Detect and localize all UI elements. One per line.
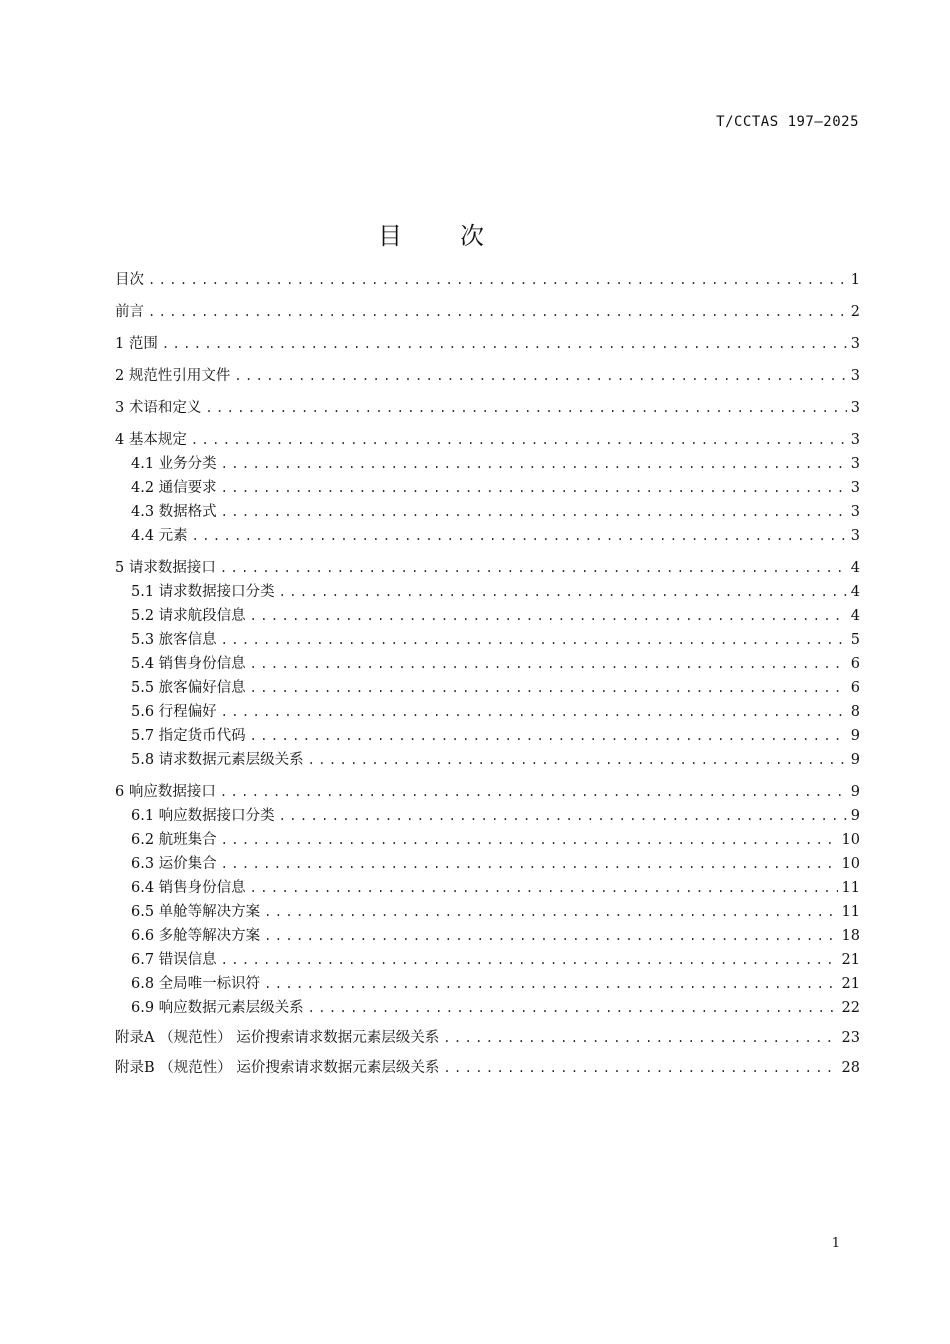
dot-leader — [221, 500, 847, 524]
toc-entry[interactable] — [115, 652, 860, 676]
dot-leader — [221, 628, 847, 652]
toc-entry-label: 6.8 全局唯一标识符 — [131, 976, 261, 992]
toc-entry[interactable] — [115, 268, 860, 292]
toc-entry[interactable] — [115, 1056, 860, 1080]
toc-entry-page: 3 — [850, 456, 860, 472]
toc-entry-label: 6.9 响应数据元素层级关系 — [131, 1000, 304, 1016]
toc-entry-page: 3 — [850, 368, 860, 384]
toc-entry[interactable] — [115, 500, 860, 524]
dot-leader — [220, 780, 847, 804]
dot-leader — [264, 924, 837, 948]
toc-entry[interactable] — [115, 332, 860, 356]
toc-entry-page: 3 — [850, 400, 860, 416]
toc-entry-page: 9 — [850, 808, 860, 824]
toc-entry-label: 5.1 请求数据接口分类 — [131, 584, 275, 600]
toc-entry-label: 4.3 数据格式 — [131, 504, 217, 520]
page-title: 目次 — [378, 222, 542, 251]
toc-entry-page: 11 — [841, 880, 860, 896]
toc-entry-label: 5 请求数据接口 — [115, 560, 216, 576]
dot-leader — [148, 268, 847, 292]
dot-leader — [148, 300, 847, 324]
toc-entry-page: 3 — [850, 336, 860, 352]
toc-entry[interactable] — [115, 364, 860, 388]
toc-entry[interactable] — [115, 852, 860, 876]
toc-entry[interactable] — [115, 972, 860, 996]
dot-leader — [234, 364, 846, 388]
toc-entry-label: 3 术语和定义 — [115, 400, 202, 416]
toc-entry-label: 5.6 行程偏好 — [131, 704, 217, 720]
toc-entry-label: 4 基本规定 — [115, 432, 187, 448]
dot-leader — [192, 524, 847, 548]
toc-entry-page: 1 — [850, 272, 860, 288]
dot-leader — [220, 556, 847, 580]
toc-entry-label: 4.4 元素 — [131, 528, 188, 544]
toc-entry[interactable] — [115, 748, 860, 772]
dot-leader — [250, 676, 847, 700]
toc-entry-label: 6.3 运价集合 — [131, 856, 217, 872]
toc-entry-page: 4 — [850, 584, 860, 600]
toc-entry-page: 11 — [841, 904, 860, 920]
toc-entry[interactable] — [115, 580, 860, 604]
dot-leader — [250, 724, 847, 748]
dot-leader — [264, 900, 837, 924]
toc-entry-label: 5.8 请求数据元素层级关系 — [131, 752, 304, 768]
toc-entry[interactable] — [115, 1026, 860, 1050]
dot-leader — [221, 476, 847, 500]
toc-entry[interactable] — [115, 924, 860, 948]
toc-entry[interactable] — [115, 428, 860, 452]
toc-entry[interactable] — [115, 556, 860, 580]
toc-entry[interactable] — [115, 996, 860, 1020]
toc-entry-page: 8 — [850, 704, 860, 720]
toc-entry-page: 2 — [850, 304, 860, 320]
toc-entry-page: 9 — [850, 752, 860, 768]
toc-entry-page: 3 — [850, 432, 860, 448]
toc-entry[interactable] — [115, 876, 860, 900]
toc-entry-label: 前言 — [115, 304, 144, 320]
toc-entry[interactable] — [115, 700, 860, 724]
toc-entry-label: 5.7 指定货币代码 — [131, 728, 246, 744]
table-of-contents — [115, 268, 860, 1080]
toc-entry-label: 4.1 业务分类 — [131, 456, 217, 472]
dot-leader — [308, 748, 847, 772]
dot-leader — [308, 996, 838, 1020]
toc-entry-page: 28 — [841, 1060, 860, 1076]
toc-entry[interactable] — [115, 724, 860, 748]
toc-entry-label: 6.4 销售身份信息 — [131, 880, 246, 896]
dot-leader — [221, 452, 847, 476]
toc-entry-page: 3 — [850, 528, 860, 544]
toc-entry[interactable] — [115, 300, 860, 324]
page-number: 1 — [831, 1236, 840, 1251]
toc-entry-page: 10 — [841, 856, 860, 872]
toc-entry-page: 23 — [841, 1030, 860, 1046]
toc-entry[interactable] — [115, 476, 860, 500]
toc-entry-page: 6 — [850, 680, 860, 696]
toc-entry[interactable] — [115, 676, 860, 700]
toc-entry-label: 6.7 错误信息 — [131, 952, 217, 968]
standard-number: T/CCTAS 197—2025 — [716, 114, 859, 130]
dot-leader — [221, 948, 838, 972]
toc-entry-page: 4 — [850, 560, 860, 576]
toc-entry-label: 2 规范性引用文件 — [115, 368, 231, 384]
dot-leader — [221, 852, 838, 876]
toc-entry-label: 6.5 单舱等解决方案 — [131, 904, 261, 920]
toc-entry-page: 22 — [841, 1000, 860, 1016]
toc-entry-page: 4 — [850, 608, 860, 624]
toc-entry-label: 5.5 旅客偏好信息 — [131, 680, 246, 696]
toc-entry-label: 附录A （规范性） 运价搜索请求数据元素层级关系 — [115, 1030, 440, 1046]
toc-entry-page: 3 — [850, 504, 860, 520]
toc-entry-label: 6 响应数据接口 — [115, 784, 216, 800]
toc-entry-label: 5.4 销售身份信息 — [131, 656, 246, 672]
dot-leader — [221, 700, 847, 724]
dot-leader — [279, 580, 847, 604]
toc-entry[interactable] — [115, 628, 860, 652]
toc-entry-page: 9 — [850, 728, 860, 744]
toc-entry[interactable] — [115, 604, 860, 628]
dot-leader — [443, 1056, 837, 1080]
dot-leader — [279, 804, 847, 828]
dot-leader — [250, 604, 847, 628]
toc-entry-label: 5.2 请求航段信息 — [131, 608, 246, 624]
toc-entry-label: 6.6 多舱等解决方案 — [131, 928, 261, 944]
toc-entry[interactable] — [115, 452, 860, 476]
toc-entry-page: 10 — [841, 832, 860, 848]
dot-leader — [264, 972, 837, 996]
toc-entry-label: 5.3 旅客信息 — [131, 632, 217, 648]
toc-entry[interactable] — [115, 900, 860, 924]
toc-entry[interactable] — [115, 804, 860, 828]
dot-leader — [221, 828, 838, 852]
toc-entry-page: 18 — [841, 928, 860, 944]
toc-entry-label: 1 范围 — [115, 336, 158, 352]
toc-entry-page: 21 — [841, 952, 860, 968]
toc-entry[interactable] — [115, 948, 860, 972]
dot-leader — [250, 652, 847, 676]
toc-entry-label: 6.1 响应数据接口分类 — [131, 808, 275, 824]
dot-leader — [205, 396, 846, 420]
toc-entry-page: 9 — [850, 784, 860, 800]
toc-entry-label: 附录B （规范性） 运价搜索请求数据元素层级关系 — [115, 1060, 440, 1076]
toc-entry-label: 4.2 通信要求 — [131, 480, 217, 496]
toc-entry-page: 3 — [850, 480, 860, 496]
toc-entry-page: 21 — [841, 976, 860, 992]
dot-leader — [443, 1026, 837, 1050]
toc-entry[interactable] — [115, 780, 860, 804]
dot-leader — [162, 332, 847, 356]
dot-leader — [191, 428, 847, 452]
toc-entry-label: 目次 — [115, 272, 144, 288]
toc-entry[interactable] — [115, 524, 860, 548]
toc-entry[interactable] — [115, 396, 860, 420]
toc-entry-label: 6.2 航班集合 — [131, 832, 217, 848]
dot-leader — [250, 876, 838, 900]
toc-entry-page: 5 — [850, 632, 860, 648]
toc-entry[interactable] — [115, 828, 860, 852]
toc-entry-page: 6 — [850, 656, 860, 672]
